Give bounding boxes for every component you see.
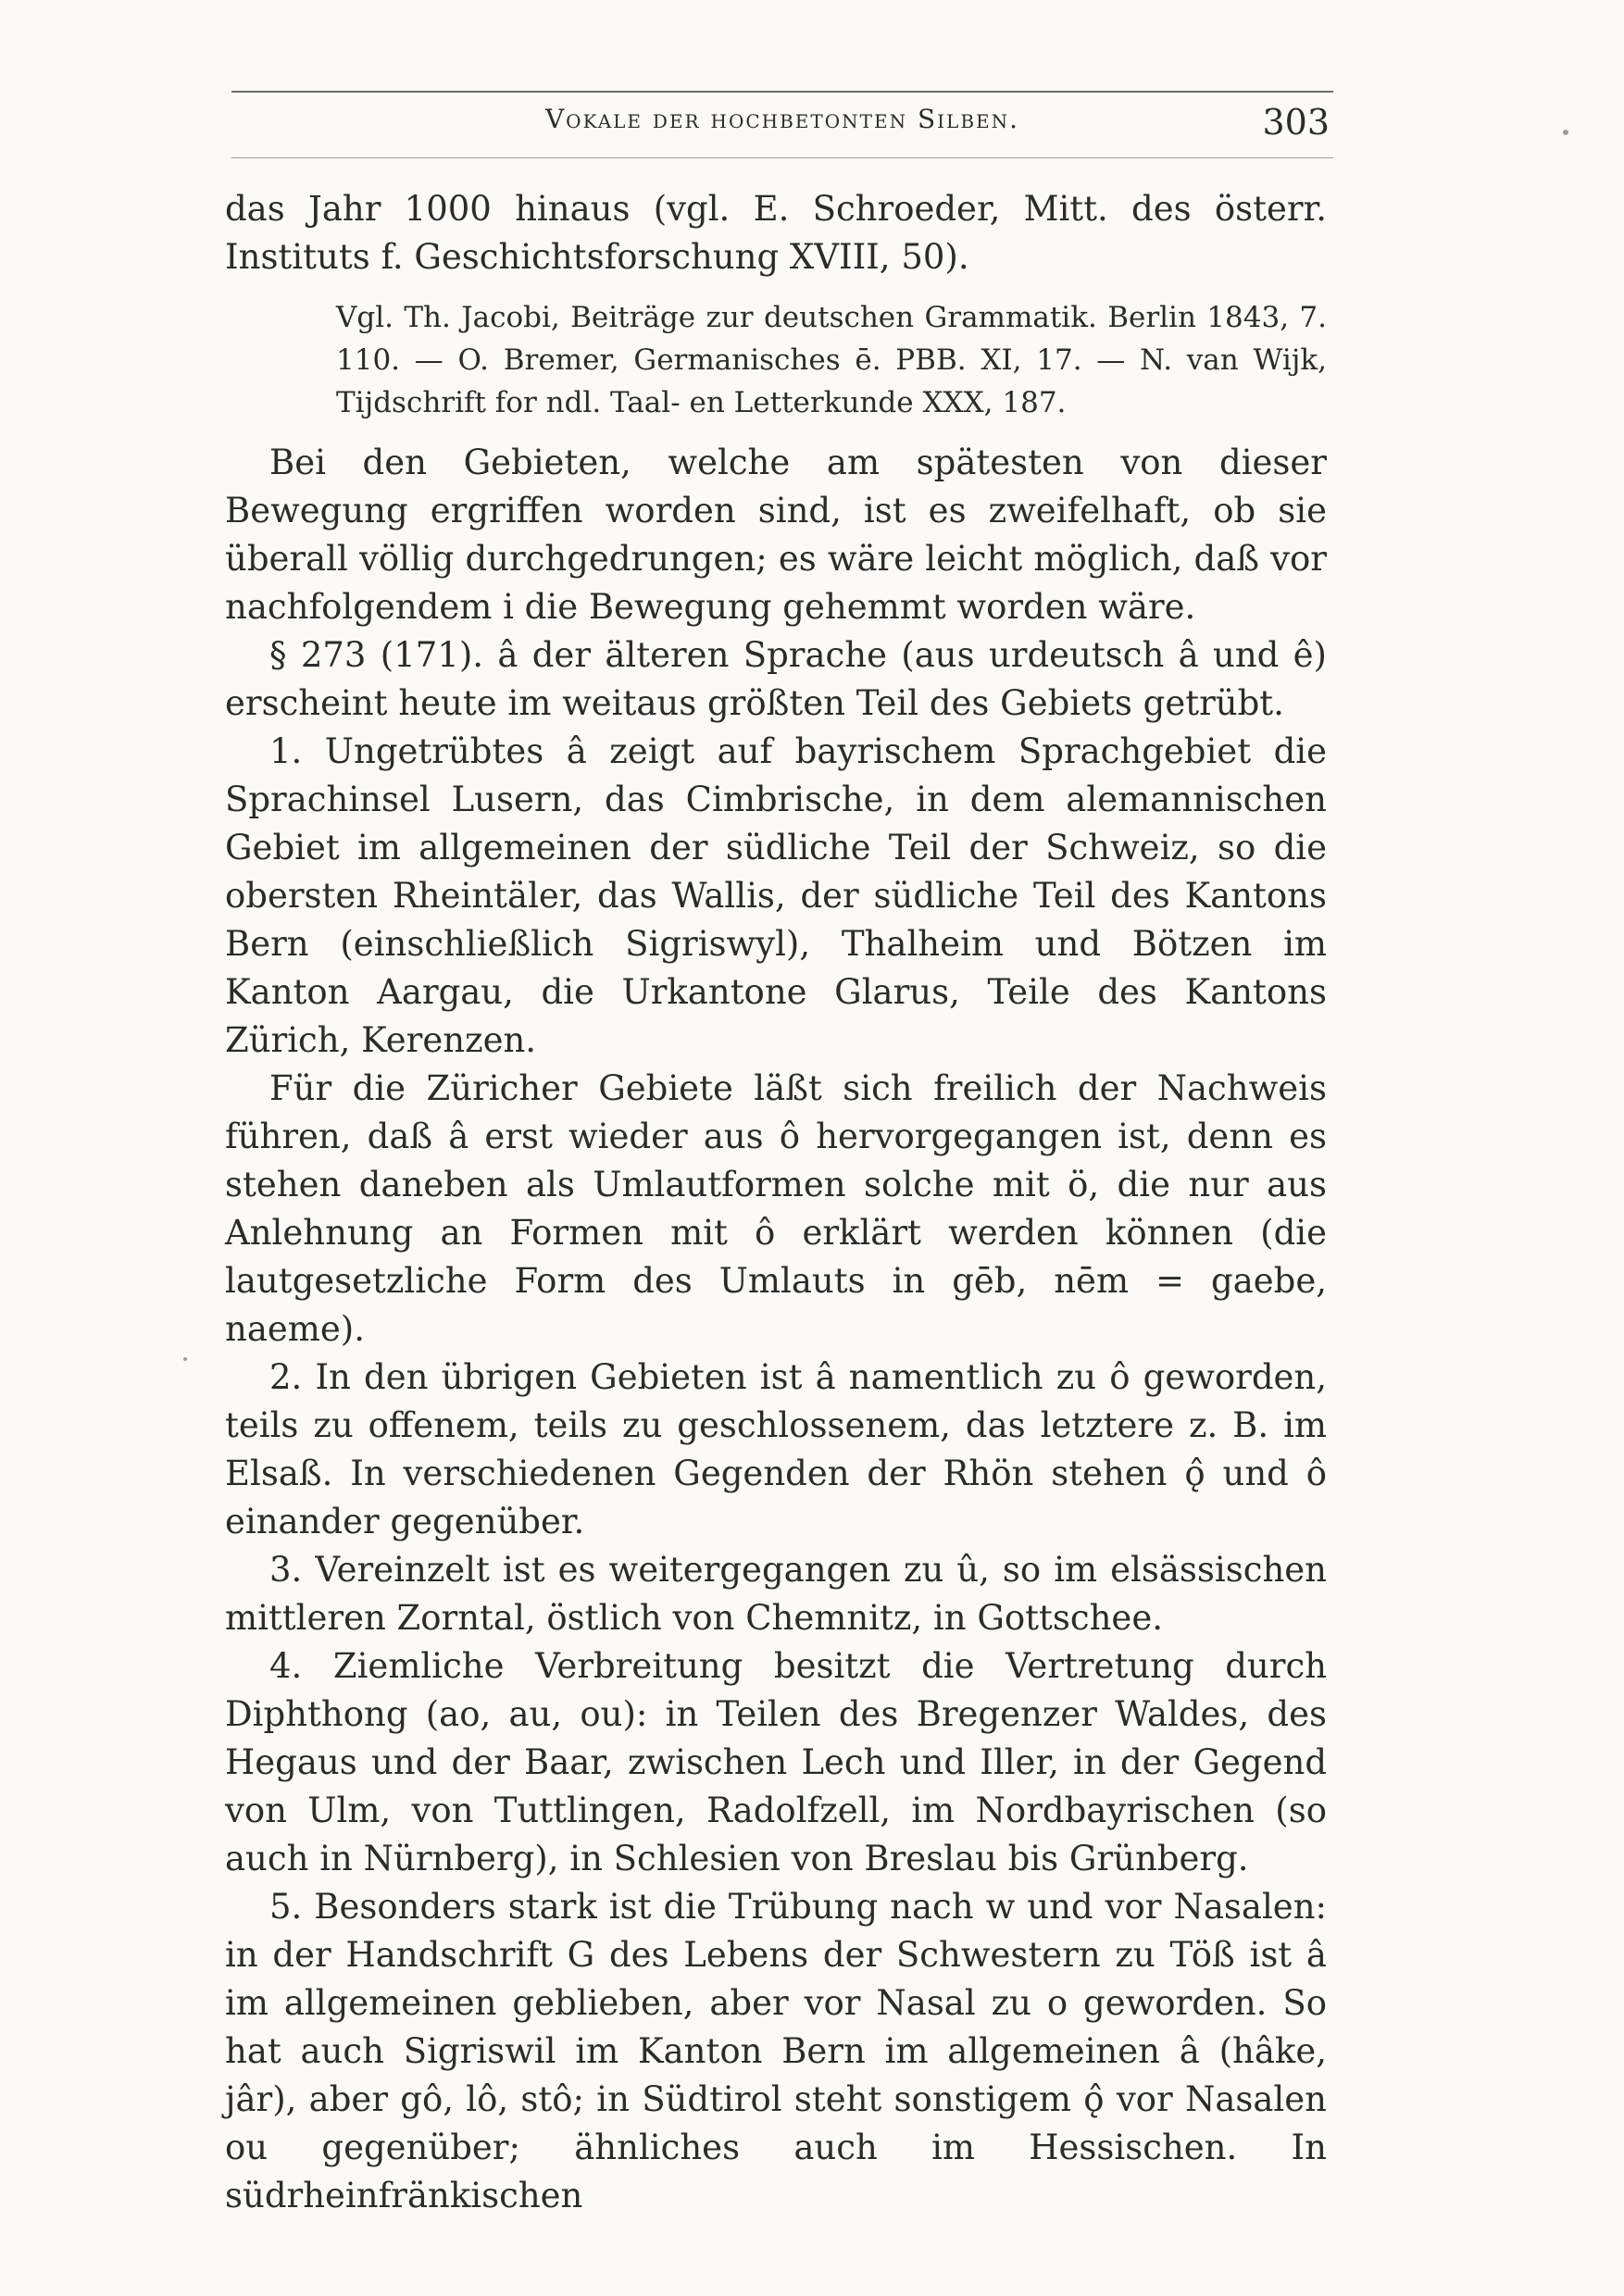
paper-speck (1563, 130, 1568, 135)
page-body (225, 185, 1327, 2220)
point-1: 1. Ungetrübtes â zeigt auf bayrischem Sprachgebiet die Sprachinsel Lusern, das Cimbrische, in dem alemannischen Gebiet im allgemeinen der südliche Teil der Schweiz, so die obersten Rheintäler, das Wallis, der südliche Teil des Kantons Bern (einschließlich Sigriswyl), Thalheim und Bötzen im Kanton Aargau, die Urkantone Glarus, Teile des Kantons Zürich, Kerenzen. (225, 731, 1327, 1060)
header-rule-bottom (231, 157, 1333, 158)
point-3: 3. Vereinzelt ist es weitergegangen zu û, so im elsässischen mittleren Zorntal, östlich von Chemnitz, in Gottschee. (225, 1550, 1327, 1638)
header-rule-top (231, 91, 1333, 93)
section-273: § 273 (171). â der älteren Sprache (aus urdeutsch â und ê) erscheint heute im weitaus größten Teil des Gebiets getrübt. (225, 635, 1327, 723)
paragraph-continuation: das Jahr 1000 hinaus (vgl. E. Schroeder, Mitt. des österr. Instituts f. Geschichtsforschung XVIII, 50). (225, 189, 1327, 277)
paper-speck (183, 1357, 187, 1361)
footnote-block (336, 296, 1327, 424)
paragraph: Für die Züricher Gebiete läßt sich freilich der Nachweis führen, daß â erst wieder aus ô hervorgegangen ist, denn es stehen daneben als Umlautformen solche mit ö, die nur aus Anlehnung an Formen mit ô erklärt werden können (die lautgesetzliche Form des Umlauts in gēb, nēm = gaebe, naeme). (225, 1068, 1327, 1349)
footnote-text: Vgl. Th. Jacobi, Beiträge zur deutschen Grammatik. Berlin 1843, 7. 110. — O. Bremer, Germanisches ē. PBB. XI, 17. — N. van Wijk, Tijdschrift for ndl. Taal- en Letterkunde XXX, 187. (336, 301, 1327, 419)
point-5: 5. Besonders stark ist die Trübung nach w und vor Nasalen: in der Handschrift G des Lebens der Schwestern zu Töß ist â im allgemeinen geblieben, aber vor Nasal zu o geworden. So hat auch Sigriswil im Kanton Bern im allgemeinen â (hâke, jâr), aber gô, lô, stô; in Südtirol steht sonstigem ǫ̂ vor Nasalen ou gegenüber; ähnliches auch im Hessischen. In südrheinfränkischen (225, 1887, 1327, 2215)
point-4: 4. Ziemliche Verbreitung besitzt die Vertretung durch Diphthong (ao, au, ou): in Teilen des Bregenzer Waldes, des Hegaus und der Baar, zwischen Lech und Iller, in der Gegend von Ulm, von Tuttlingen, Radolfzell, im Nordbayrischen (so auch in Nürnberg), in Schlesien von Breslau bis Grünberg. (225, 1646, 1327, 1878)
page-number: 303 (1262, 102, 1330, 143)
paragraph: Bei den Gebieten, welche am spätesten von dieser Bewegung ergriffen worden sind, ist es zweifelhaft, ob sie überall völlig durchgedrungen; es wäre leicht möglich, daß vor nachfolgendem i die Bewegung gehemmt worden wäre. (225, 443, 1327, 627)
running-head: Vokale der hochbetonten Silben. (544, 104, 1020, 134)
point-2: 2. In den übrigen Gebieten ist â namentlich zu ô geworden, teils zu offenem, teils zu geschlossenem, das letztere z. B. im Elsaß. In verschiedenen Gegenden der Rhön stehen ǫ̂ und ô einander gegenüber. (225, 1357, 1327, 1541)
